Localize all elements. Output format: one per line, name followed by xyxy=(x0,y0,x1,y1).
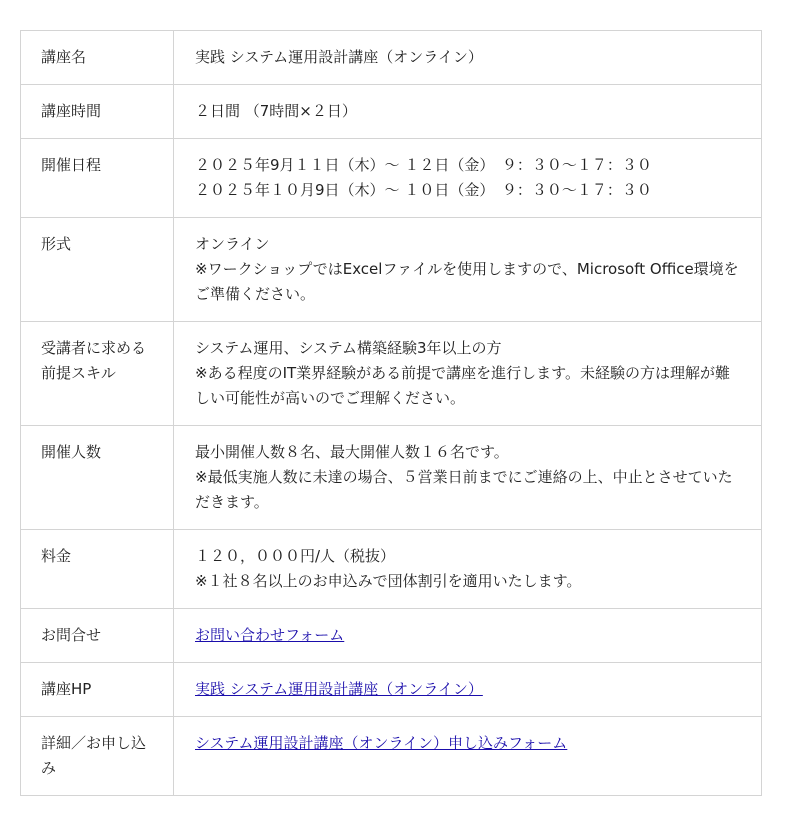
format-note: ※ワークショップではExcelファイルを使用しますので、Microsoft Office環境をご準備ください。 xyxy=(195,260,739,303)
row-label: 受講者に求める前提スキル xyxy=(21,322,174,426)
row-value xyxy=(174,717,762,796)
row-label: 料金 xyxy=(21,530,174,609)
participants-text: 最小開催人数８名、最大開催人数１６名です。 xyxy=(195,443,509,461)
row-value xyxy=(174,85,762,139)
table-row-schedule xyxy=(21,139,762,218)
prerequisite-text: システム運用、システム構築経験3年以上の方 xyxy=(195,339,502,357)
table-row-course-homepage xyxy=(21,663,762,717)
fee-text: １２０，０００円/人（税抜） xyxy=(195,547,396,565)
row-value xyxy=(174,530,762,609)
row-label: 開催人数 xyxy=(21,426,174,530)
fee-note: ※１社８名以上のお申込みで団体割引を適用いたします。 xyxy=(195,572,582,590)
table-row-fee xyxy=(21,530,762,609)
row-value xyxy=(174,663,762,717)
table-row-contact xyxy=(21,609,762,663)
schedule-line: ２０２５年１０月9日（木）～ １０日（金） ９：３０～１７：３０ xyxy=(195,181,652,199)
duration-text: ２日間 （7時間×２日） xyxy=(195,102,357,120)
table-row-course-duration xyxy=(21,85,762,139)
row-label: 開催日程 xyxy=(21,139,174,218)
row-label: 形式 xyxy=(21,218,174,322)
schedule-line: ２０２５年9月１１日（木）～ １２日（金） ９：３０～１７：３０ xyxy=(195,156,652,174)
course-homepage-link[interactable]: 実践 システム運用設計講座（オンライン） xyxy=(195,680,483,698)
row-label: 講座時間 xyxy=(21,85,174,139)
row-label: 詳細／お申し込み xyxy=(21,717,174,796)
table-row-course-name xyxy=(21,31,762,85)
row-label: お問合せ xyxy=(21,609,174,663)
table-row-participants xyxy=(21,426,762,530)
prerequisite-note: ※ある程度のIT業界経験がある前提で講座を進行します。未経験の方は理解が難しい可能性が高いのでご理解ください。 xyxy=(195,364,730,407)
row-value xyxy=(174,322,762,426)
format-text: オンライン xyxy=(195,235,270,253)
row-value xyxy=(174,609,762,663)
row-label: 講座名 xyxy=(21,31,174,85)
contact-form-link[interactable]: お問い合わせフォーム xyxy=(195,626,345,644)
participants-note: ※最低実施人数に未達の場合、５営業日前までにご連絡の上、中止とさせていただきます。 xyxy=(195,468,733,511)
row-label: 講座HP xyxy=(21,663,174,717)
row-value xyxy=(174,426,762,530)
application-form-link[interactable]: システム運用設計講座（オンライン）申し込みフォーム xyxy=(195,734,568,752)
course-info-table xyxy=(20,30,762,796)
table-row-prerequisites xyxy=(21,322,762,426)
course-name-text: 実践 システム運用設計講座（オンライン） xyxy=(195,48,483,66)
row-value xyxy=(174,139,762,218)
table-row-application xyxy=(21,717,762,796)
table-row-format xyxy=(21,218,762,322)
course-info xyxy=(20,30,762,796)
row-value xyxy=(174,218,762,322)
row-value xyxy=(174,31,762,85)
